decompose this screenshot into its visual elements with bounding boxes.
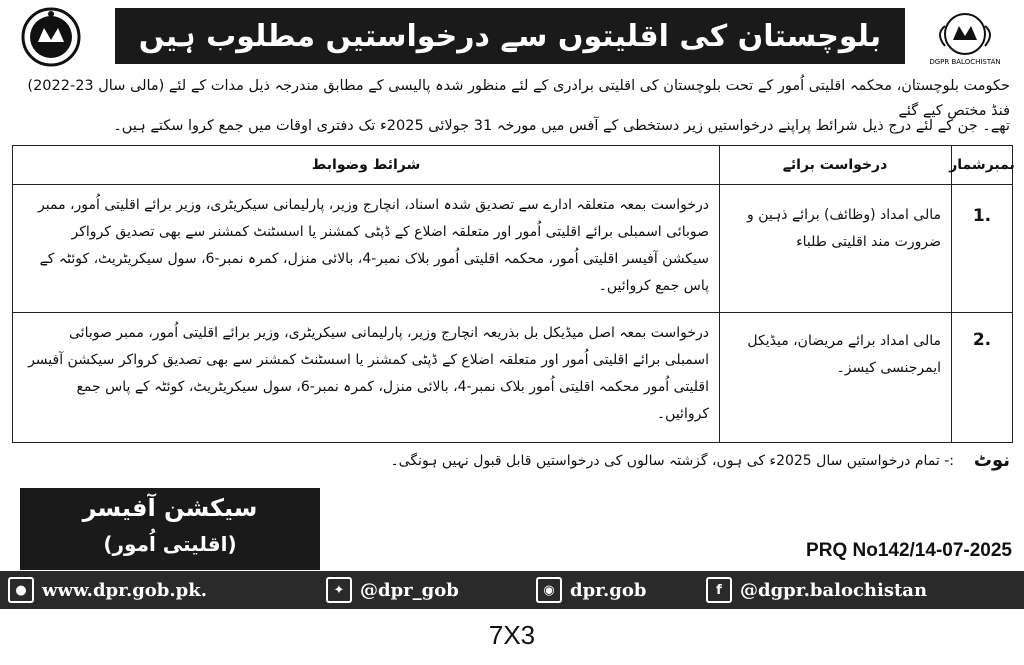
row-1-terms: درخواست بمعہ متعلقہ ادارے سے تصدیق شدہ اسناد، انچارج وزیر، پارلیمانی سیکریٹری، وزیر برائے اقلیتی اُمور، ممبر صوبائی اسمبلی برائے اقلیتی اُمور اور متعلقہ اضلاع کے ڈپٹی کمشنر یا اسسٹنٹ کمشنر سے بھی تصدیق کرواکر سیکشن آفیسر اقلیتی اُمور، محکمہ اقلیتی اُمور بلاک نمبر-4، بالائی منزل، کمرہ نمبر-6، سول سیکریٹریٹ، کوئٹہ کے پاس جمع کروائیں۔ (38, 197, 709, 294)
logo-caption: DGPR BALOCHISTAN (929, 58, 1001, 66)
instagram-link[interactable] (536, 571, 646, 609)
instagram-icon: ◉ (536, 577, 562, 603)
twitter-icon: ✦ (326, 577, 352, 603)
intro-line-2: تھے۔ جن کے لئے درج ذیل شرائط پراپنے درخواستیں زیر دستخطی کے آفس میں مورخہ 31 جولائی 2025ء تک دفتری اوقات میں جمع کروا سکتے ہیں۔ (113, 118, 1010, 134)
website-link[interactable] (8, 571, 207, 609)
intro-line-1: حکومت بلوچستان، محکمہ اقلیتی اُمور کے تحت بلوچستان کی اقلیتی برادری کے لئے منظور شدہ پالیسی کے مطابق مندرجہ ذیل مدات کے لئے (مالی سال 23-2022) فنڈ مختص کیے گئے (27, 78, 1010, 119)
requirements-table (12, 145, 1013, 443)
government-logo-left (20, 6, 82, 68)
facebook-icon: f (706, 577, 732, 603)
row-2-application-for: مالی امداد برائے مریضان، میڈیکل ایمرجنسی کیسز۔ (747, 333, 941, 376)
note-text: :- تمام درخواستیں سال 2025ء کی ہوں، گزشتہ سالوں کی درخواستیں قابل قبول نہیں ہونگی۔ (390, 453, 954, 469)
dgpr-logo-right (925, 6, 1005, 68)
row-1-serial: 1. (972, 206, 992, 226)
globe-icon: ● (8, 577, 34, 603)
row-1-application-for: مالی امداد (وظائف) برائے ذہین و ضرورت مند اقلیتی طلباء (747, 207, 941, 250)
header-application-for: درخواست برائے (782, 157, 888, 173)
facebook-link[interactable] (706, 571, 927, 609)
row-2-serial: 2. (972, 330, 992, 350)
row-2-terms: درخواست بمعہ اصل میڈیکل بل بذریعہ انچارج وزیر، پارلیمانی سیکریٹری، وزیر برائے اقلیتی اُمور، ممبر صوبائی اسمبلی برائے اقلیتی اُمور اور متعلقہ اضلاع کے ڈپٹی کمشنر یا اسسٹنٹ کمشنر سے بھی تصدیق کرواکر سیکشن آفیسر اقلیتی اُمور محکمہ اقلیتی اُمور بلاک نمبر-4، بالائی منزل، کمرہ نمبر-6، سول سیکریٹریٹ، کوئٹہ کے پاس جمع کروائیں۔ (28, 325, 709, 422)
instagram-handle: dpr.gob (570, 579, 647, 601)
signature-department: (اقلیتی اُمور) (103, 532, 237, 556)
prq-number: PRQ No142/14-07-2025 (806, 540, 1012, 561)
signature-title: سیکشن آفیسر (82, 494, 258, 522)
ad-size-label: 7X3 (488, 620, 536, 650)
header-terms: شرائط وضوابط (311, 157, 421, 173)
website-text: www.dpr.gob.pk. (42, 579, 207, 601)
facebook-handle: @dgpr.balochistan (740, 579, 928, 601)
twitter-handle: @dpr_gob (360, 579, 459, 601)
twitter-link[interactable] (326, 571, 459, 609)
header-serial: نمبرشمار (949, 157, 1015, 173)
page-title: بلوچستان کی اقلیتوں سے درخواستیں مطلوب ہیں (138, 18, 882, 54)
note-label: نوٹ (973, 450, 1010, 471)
